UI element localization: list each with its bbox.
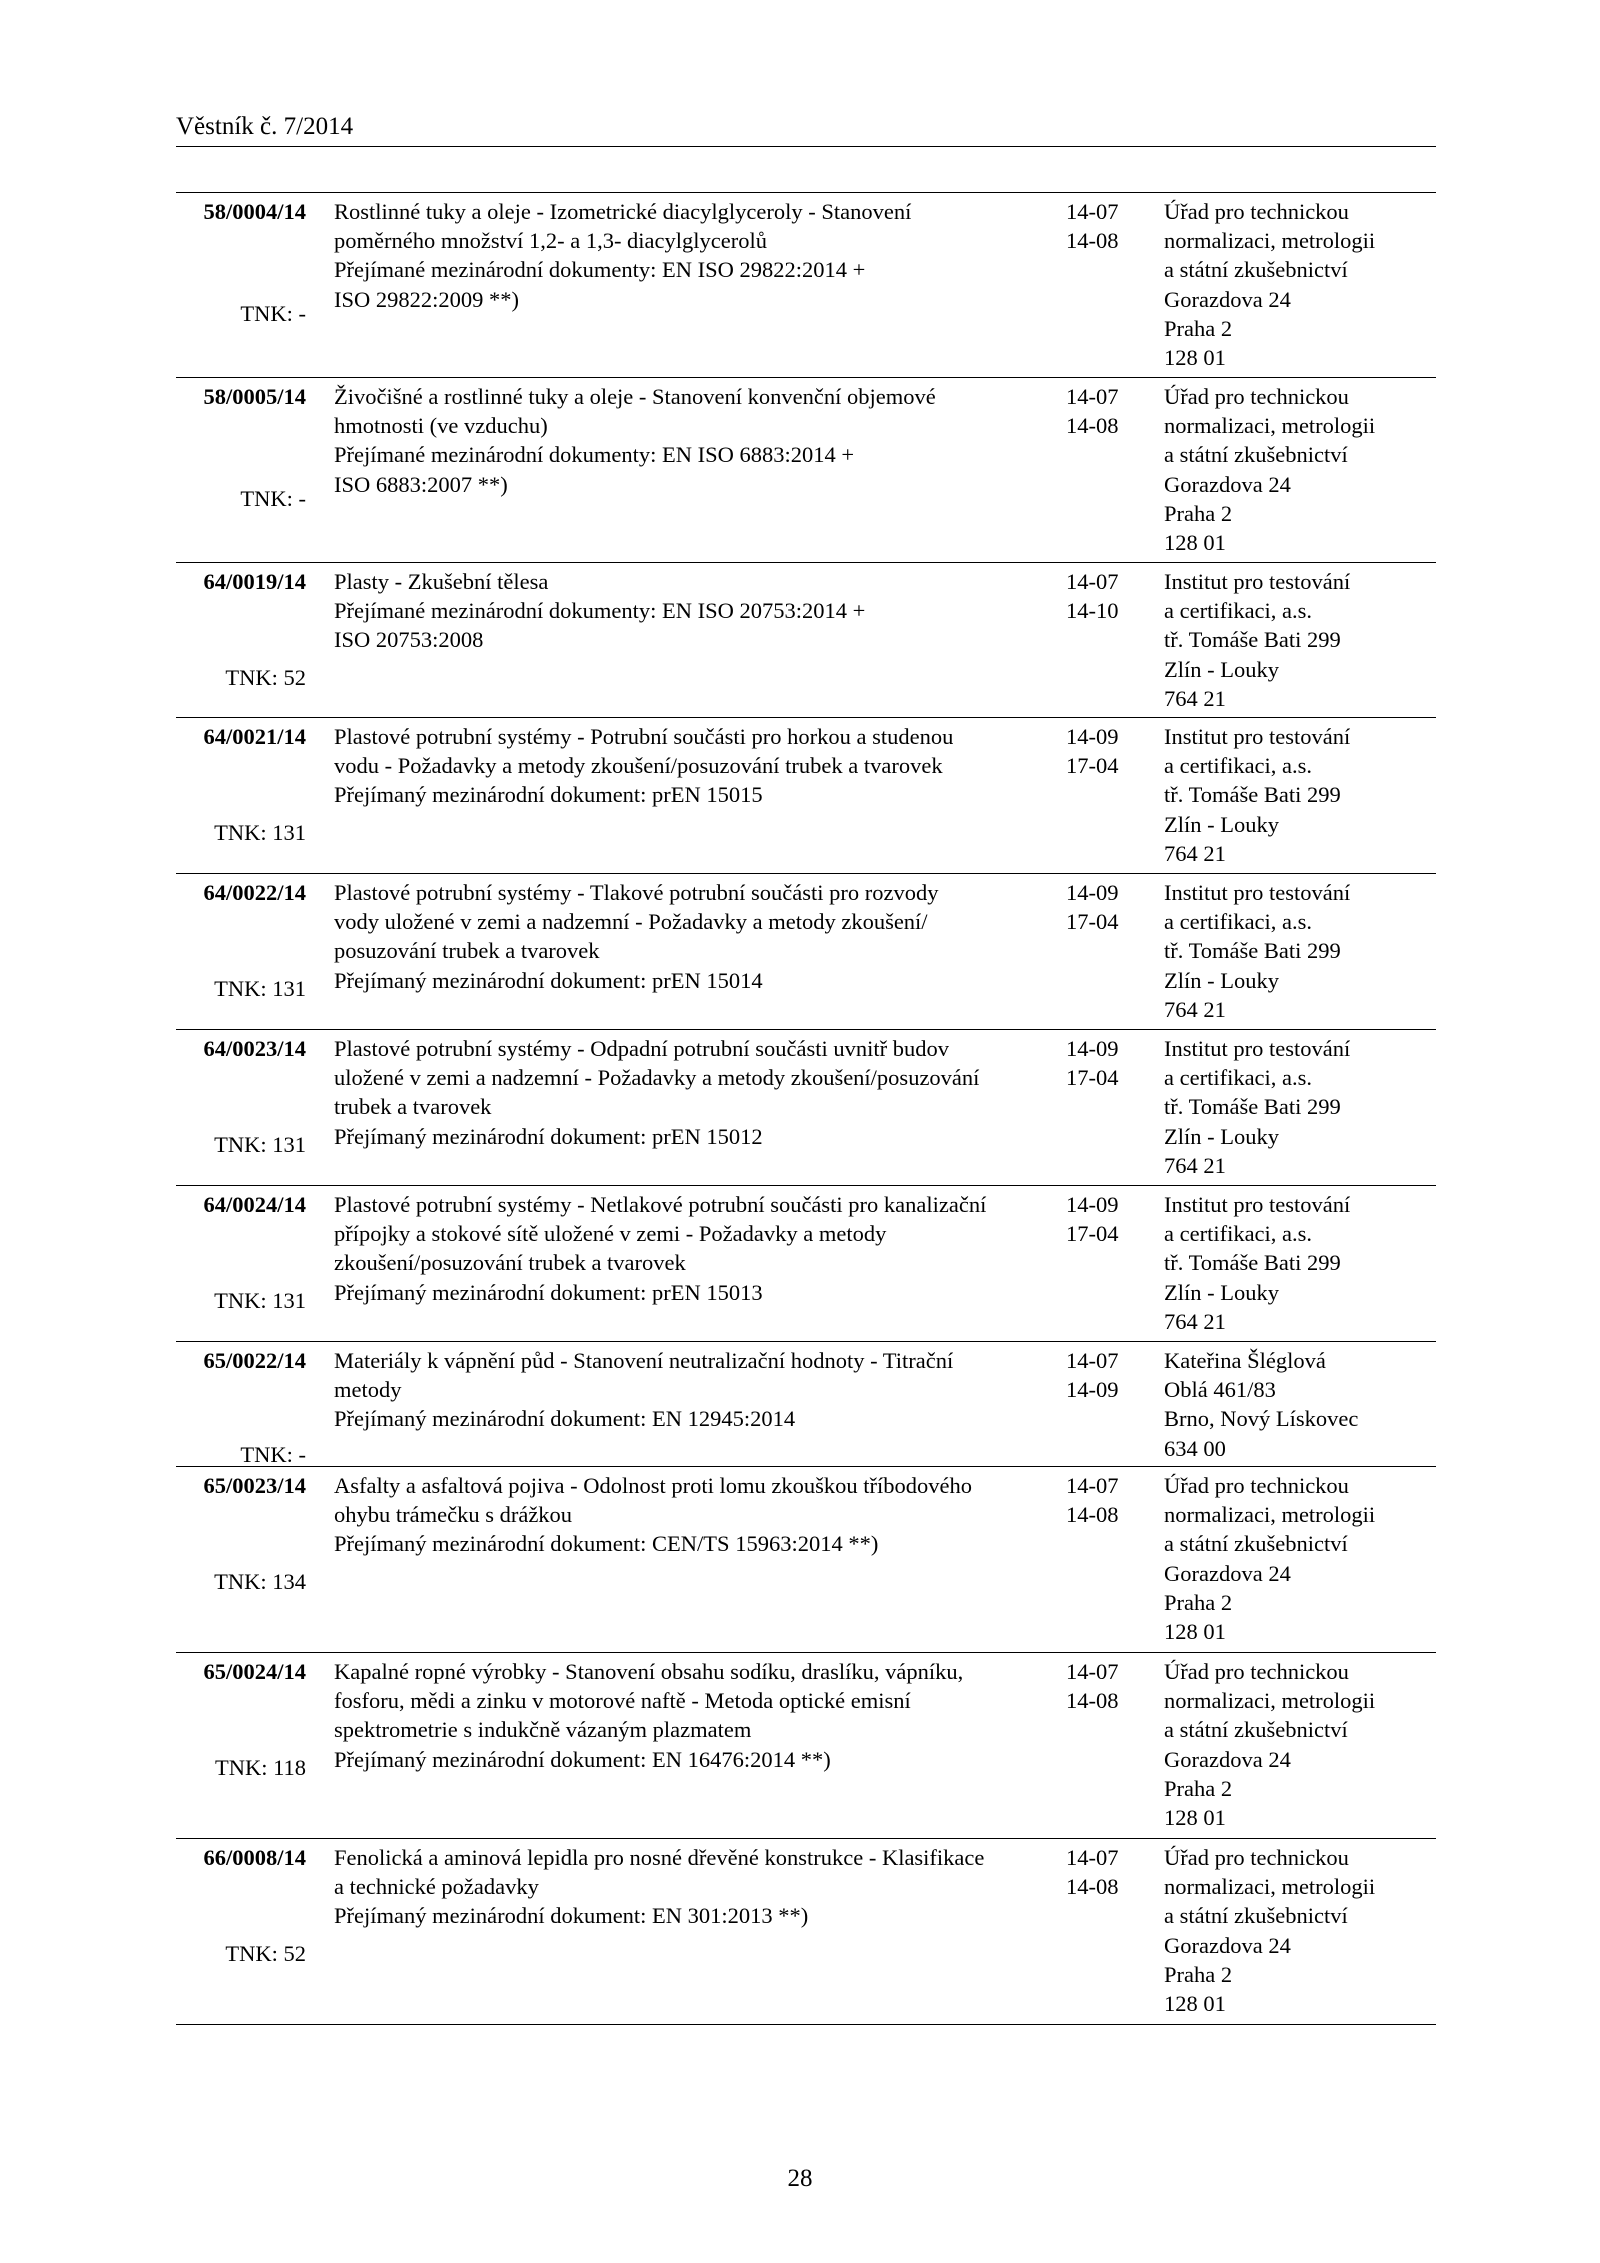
description-line: Přejímaný mezinárodní dokument: prEN 15013 bbox=[334, 1279, 763, 1305]
date-code: 14-09 bbox=[1066, 724, 1119, 749]
description-line: vodu - Požadavky a metody zkoušení/posuzování trubek a tvarovek bbox=[334, 753, 943, 779]
processor-address bbox=[1164, 1190, 1434, 1336]
bulletin-header bbox=[176, 110, 1436, 147]
address-line: Gorazdova 24 bbox=[1164, 471, 1291, 497]
record-id-cell bbox=[176, 382, 306, 558]
standard-description bbox=[334, 722, 1064, 810]
description-line: Kapalné ropné výrobky - Stanovení obsahu sodíku, draslíku, vápníku, bbox=[334, 1659, 964, 1684]
record-number: 64/0022/14 bbox=[203, 880, 306, 905]
address-line: Gorazdova 24 bbox=[1164, 1932, 1291, 1958]
description-line: Přejímané mezinárodní dokumenty: EN ISO 29822:2014 + bbox=[334, 257, 866, 283]
tnk-label: TNK: 131 bbox=[214, 820, 306, 845]
description-line: Plastové potrubní systémy - Potrubní součásti pro horkou a studenou bbox=[334, 724, 954, 749]
address-line: Institut pro testování bbox=[1164, 569, 1351, 594]
address-line: normalizaci, metrologii bbox=[1164, 1502, 1376, 1528]
address-line: 764 21 bbox=[1164, 996, 1226, 1022]
address-line: 634 00 bbox=[1164, 1435, 1226, 1461]
address-line: Praha 2 bbox=[1164, 1961, 1233, 1987]
address-line: Praha 2 bbox=[1164, 315, 1233, 341]
date-code: 14-09 bbox=[1066, 880, 1119, 905]
description-line: spektrometrie s indukčně vázaným plazmatem bbox=[334, 1717, 752, 1743]
table-row bbox=[176, 1186, 1436, 1342]
processor-address bbox=[1164, 878, 1434, 1024]
table-row bbox=[176, 874, 1436, 1030]
tnk-label: TNK: - bbox=[240, 486, 306, 511]
table-row bbox=[176, 1342, 1436, 1467]
standard-description bbox=[334, 1843, 1064, 1931]
description-line: Přejímaný mezinárodní dokument: prEN 15012 bbox=[334, 1123, 763, 1149]
address-line: tř. Tomáše Bati 299 bbox=[1164, 1250, 1341, 1276]
address-line: 128 01 bbox=[1164, 1991, 1226, 2017]
address-line: Brno, Nový Lískovec bbox=[1164, 1406, 1359, 1432]
description-line: ISO 29822:2009 **) bbox=[334, 286, 519, 312]
date-codes bbox=[1066, 1471, 1166, 1529]
date-code: 14-08 bbox=[1066, 1688, 1119, 1714]
record-number: 64/0019/14 bbox=[203, 569, 306, 594]
address-line: Institut pro testování bbox=[1164, 880, 1351, 905]
address-line: 128 01 bbox=[1164, 345, 1226, 371]
date-code: 14-08 bbox=[1066, 1502, 1119, 1528]
standard-description bbox=[334, 1346, 1064, 1434]
address-line: normalizaci, metrologii bbox=[1164, 1688, 1376, 1714]
address-line: tř. Tomáše Bati 299 bbox=[1164, 627, 1341, 653]
description-line: Materiály k vápnění půd - Stanovení neutralizační hodnoty - Titrační bbox=[334, 1348, 954, 1373]
address-line: Institut pro testování bbox=[1164, 724, 1351, 749]
description-line: zkoušení/posuzování trubek a tvarovek bbox=[334, 1250, 686, 1276]
description-line: Plasty - Zkušební tělesa bbox=[334, 569, 549, 594]
description-line: Plastové potrubní systémy - Odpadní potrubní součásti uvnitř budov bbox=[334, 1036, 949, 1061]
address-line: 764 21 bbox=[1164, 840, 1226, 866]
address-line: 128 01 bbox=[1164, 1619, 1226, 1645]
record-number: 65/0022/14 bbox=[203, 1348, 306, 1373]
date-code: 14-07 bbox=[1066, 1845, 1119, 1870]
standard-description bbox=[334, 197, 1064, 314]
record-number: 64/0023/14 bbox=[203, 1036, 306, 1061]
description-line: Přejímaný mezinárodní dokument: EN 12945:2014 bbox=[334, 1406, 796, 1432]
record-id-cell bbox=[176, 197, 306, 373]
description-line: metody bbox=[334, 1377, 402, 1403]
description-line: ISO 6883:2007 **) bbox=[334, 471, 508, 497]
address-line: Praha 2 bbox=[1164, 1775, 1233, 1801]
address-line: tř. Tomáše Bati 299 bbox=[1164, 938, 1341, 964]
standard-description bbox=[334, 382, 1064, 499]
address-line: Praha 2 bbox=[1164, 1589, 1233, 1615]
table-row bbox=[176, 718, 1436, 874]
date-code: 17-04 bbox=[1066, 1221, 1119, 1247]
date-code: 14-10 bbox=[1066, 598, 1119, 624]
date-code: 14-09 bbox=[1066, 1377, 1119, 1403]
tnk-label: TNK: - bbox=[240, 1442, 306, 1467]
description-line: Rostlinné tuky a oleje - Izometrické diacylglyceroly - Stanovení bbox=[334, 199, 912, 224]
record-number: 58/0005/14 bbox=[203, 384, 306, 409]
description-line: a technické požadavky bbox=[334, 1874, 539, 1900]
table-row bbox=[176, 1839, 1436, 2025]
record-number: 65/0023/14 bbox=[203, 1473, 306, 1498]
record-id-cell bbox=[176, 1843, 306, 2020]
record-number: 64/0021/14 bbox=[203, 724, 306, 749]
standard-description bbox=[334, 1034, 1064, 1151]
address-line: 128 01 bbox=[1164, 530, 1226, 556]
bulletin-title: Věstník č. 7/2014 bbox=[176, 113, 354, 140]
description-line: Přejímaný mezinárodní dokument: EN 16476:2014 **) bbox=[334, 1746, 831, 1772]
address-line: Praha 2 bbox=[1164, 500, 1233, 526]
address-line: Zlín - Louky bbox=[1164, 1279, 1279, 1305]
address-line: a státní zkušebnictví bbox=[1164, 1531, 1348, 1557]
date-code: 17-04 bbox=[1066, 753, 1119, 779]
date-codes bbox=[1066, 1657, 1166, 1715]
description-line: Přejímaný mezinárodní dokument: prEN 15014 bbox=[334, 967, 763, 993]
processor-address bbox=[1164, 1034, 1434, 1180]
description-line: Přejímaný mezinárodní dokument: EN 301:2013 **) bbox=[334, 1903, 809, 1929]
date-codes bbox=[1066, 1843, 1166, 1901]
description-line: Živočišné a rostlinné tuky a oleje - Stanovení konvenční objemové bbox=[334, 384, 936, 409]
address-line: a státní zkušebnictví bbox=[1164, 257, 1348, 283]
record-id-cell bbox=[176, 1471, 306, 1648]
description-line: ohybu trámečku s drážkou bbox=[334, 1502, 573, 1528]
date-codes bbox=[1066, 1190, 1166, 1248]
description-line: přípojky a stokové sítě uložené v zemi - Požadavky a metody bbox=[334, 1221, 887, 1247]
date-codes bbox=[1066, 1034, 1166, 1092]
date-code: 14-08 bbox=[1066, 228, 1119, 254]
record-id-cell bbox=[176, 1657, 306, 1834]
date-codes bbox=[1066, 1346, 1166, 1404]
date-codes bbox=[1066, 197, 1166, 255]
description-line: ISO 20753:2008 bbox=[334, 627, 484, 653]
date-code: 14-07 bbox=[1066, 569, 1119, 594]
date-code: 17-04 bbox=[1066, 1065, 1119, 1091]
date-codes bbox=[1066, 567, 1166, 625]
address-line: Kateřina Šléglová bbox=[1164, 1348, 1326, 1373]
address-line: Zlín - Louky bbox=[1164, 656, 1279, 682]
address-line: a státní zkušebnictví bbox=[1164, 442, 1348, 468]
date-code: 14-07 bbox=[1066, 1659, 1119, 1684]
processor-address bbox=[1164, 1657, 1434, 1832]
address-line: Institut pro testování bbox=[1164, 1192, 1351, 1217]
standards-table bbox=[176, 192, 1436, 2025]
processor-address bbox=[1164, 1346, 1434, 1463]
standard-description bbox=[334, 1190, 1064, 1307]
address-line: normalizaci, metrologii bbox=[1164, 413, 1376, 439]
address-line: a certifikaci, a.s. bbox=[1164, 598, 1313, 624]
record-id-cell bbox=[176, 1190, 306, 1337]
date-code: 14-09 bbox=[1066, 1036, 1119, 1061]
tnk-label: TNK: 131 bbox=[214, 1288, 306, 1313]
page-number: 28 bbox=[787, 2165, 813, 2192]
record-number: 66/0008/14 bbox=[203, 1845, 306, 1870]
description-line: Přejímané mezinárodní dokumenty: EN ISO 6883:2014 + bbox=[334, 442, 855, 468]
record-number: 64/0024/14 bbox=[203, 1192, 306, 1217]
description-line: trubek a tvarovek bbox=[334, 1094, 492, 1120]
address-line: Gorazdova 24 bbox=[1164, 1746, 1291, 1772]
tnk-label: TNK: 118 bbox=[214, 1755, 306, 1780]
address-line: a státní zkušebnictví bbox=[1164, 1903, 1348, 1929]
tnk-label: TNK: 131 bbox=[214, 1132, 306, 1157]
address-line: Úřad pro technickou bbox=[1164, 1473, 1349, 1498]
table-row bbox=[176, 563, 1436, 718]
address-line: Gorazdova 24 bbox=[1164, 286, 1291, 312]
address-line: Zlín - Louky bbox=[1164, 967, 1279, 993]
standard-description bbox=[334, 567, 1064, 655]
table-row bbox=[176, 193, 1436, 378]
description-line: Přejímaný mezinárodní dokument: prEN 15015 bbox=[334, 782, 763, 808]
description-line: Plastové potrubní systémy - Tlakové potrubní součásti pro rozvody bbox=[334, 880, 939, 905]
processor-address bbox=[1164, 567, 1434, 713]
date-code: 17-04 bbox=[1066, 909, 1119, 935]
record-id-cell bbox=[176, 1034, 306, 1181]
record-number: 58/0004/14 bbox=[203, 199, 306, 224]
address-line: Zlín - Louky bbox=[1164, 1123, 1279, 1149]
processor-address bbox=[1164, 197, 1434, 372]
description-line: fosforu, mědi a zinku v motorové naftě - Metoda optické emisní bbox=[334, 1688, 911, 1714]
record-id-cell bbox=[176, 1346, 306, 1467]
address-line: Úřad pro technickou bbox=[1164, 199, 1349, 224]
table-row bbox=[176, 1030, 1436, 1186]
standard-description bbox=[334, 1657, 1064, 1774]
date-codes bbox=[1066, 382, 1166, 440]
description-line: vody uložené v zemi a nadzemní - Požadavky a metody zkoušení/ bbox=[334, 909, 928, 935]
address-line: 764 21 bbox=[1164, 685, 1226, 711]
address-line: a certifikaci, a.s. bbox=[1164, 909, 1313, 935]
record-number: 65/0024/14 bbox=[203, 1659, 306, 1684]
processor-address bbox=[1164, 382, 1434, 557]
address-line: Úřad pro technickou bbox=[1164, 1845, 1349, 1870]
address-line: tř. Tomáše Bati 299 bbox=[1164, 782, 1341, 808]
tnk-label: TNK: 52 bbox=[225, 665, 306, 690]
tnk-label: TNK: - bbox=[240, 301, 306, 326]
date-code: 14-08 bbox=[1066, 413, 1119, 439]
date-code: 14-07 bbox=[1066, 1348, 1119, 1373]
address-line: a certifikaci, a.s. bbox=[1164, 753, 1313, 779]
address-line: 764 21 bbox=[1164, 1152, 1226, 1178]
table-row bbox=[176, 378, 1436, 563]
address-line: Zlín - Louky bbox=[1164, 811, 1279, 837]
address-line: Úřad pro technickou bbox=[1164, 1659, 1349, 1684]
address-line: Gorazdova 24 bbox=[1164, 1560, 1291, 1586]
date-code: 14-07 bbox=[1066, 1473, 1119, 1498]
address-line: Úřad pro technickou bbox=[1164, 384, 1349, 409]
address-line: Institut pro testování bbox=[1164, 1036, 1351, 1061]
address-line: 764 21 bbox=[1164, 1308, 1226, 1334]
date-code: 14-09 bbox=[1066, 1192, 1119, 1217]
tnk-label: TNK: 134 bbox=[214, 1569, 306, 1594]
description-line: hmotnosti (ve vzduchu) bbox=[334, 413, 548, 439]
address-line: a státní zkušebnictví bbox=[1164, 1717, 1348, 1743]
address-line: a certifikaci, a.s. bbox=[1164, 1221, 1313, 1247]
table-row bbox=[176, 1653, 1436, 1839]
record-id-cell bbox=[176, 567, 306, 713]
address-line: a certifikaci, a.s. bbox=[1164, 1065, 1313, 1091]
tnk-label: TNK: 52 bbox=[225, 1941, 306, 1966]
description-line: Přejímané mezinárodní dokumenty: EN ISO 20753:2014 + bbox=[334, 598, 866, 624]
address-line: Oblá 461/83 bbox=[1164, 1377, 1276, 1403]
processor-address bbox=[1164, 722, 1434, 868]
date-codes bbox=[1066, 878, 1166, 936]
standard-description bbox=[334, 878, 1064, 995]
table-row bbox=[176, 1467, 1436, 1653]
description-line: poměrného množství 1,2- a 1,3- diacylglycerolů bbox=[334, 228, 768, 254]
processor-address bbox=[1164, 1843, 1434, 2018]
address-line: 128 01 bbox=[1164, 1805, 1226, 1831]
processor-address bbox=[1164, 1471, 1434, 1646]
address-line: normalizaci, metrologii bbox=[1164, 228, 1376, 254]
date-code: 14-08 bbox=[1066, 1874, 1119, 1900]
address-line: normalizaci, metrologii bbox=[1164, 1874, 1376, 1900]
standard-description bbox=[334, 1471, 1064, 1559]
tnk-label: TNK: 131 bbox=[214, 976, 306, 1001]
date-codes bbox=[1066, 722, 1166, 780]
date-code: 14-07 bbox=[1066, 199, 1119, 224]
description-line: posuzování trubek a tvarovek bbox=[334, 938, 600, 964]
address-line: tř. Tomáše Bati 299 bbox=[1164, 1094, 1341, 1120]
description-line: Přejímaný mezinárodní dokument: CEN/TS 15963:2014 **) bbox=[334, 1531, 879, 1557]
description-line: uložené v zemi a nadzemní - Požadavky a metody zkoušení/posuzování bbox=[334, 1065, 980, 1091]
record-id-cell bbox=[176, 722, 306, 869]
record-id-cell bbox=[176, 878, 306, 1025]
date-code: 14-07 bbox=[1066, 384, 1119, 409]
description-line: Fenolická a aminová lepidla pro nosné dřevěné konstrukce - Klasifikace bbox=[334, 1845, 985, 1870]
description-line: Plastové potrubní systémy - Netlakové potrubní součásti pro kanalizační bbox=[334, 1192, 987, 1217]
description-line: Asfalty a asfaltová pojiva - Odolnost proti lomu zkouškou tříbodového bbox=[334, 1473, 973, 1498]
